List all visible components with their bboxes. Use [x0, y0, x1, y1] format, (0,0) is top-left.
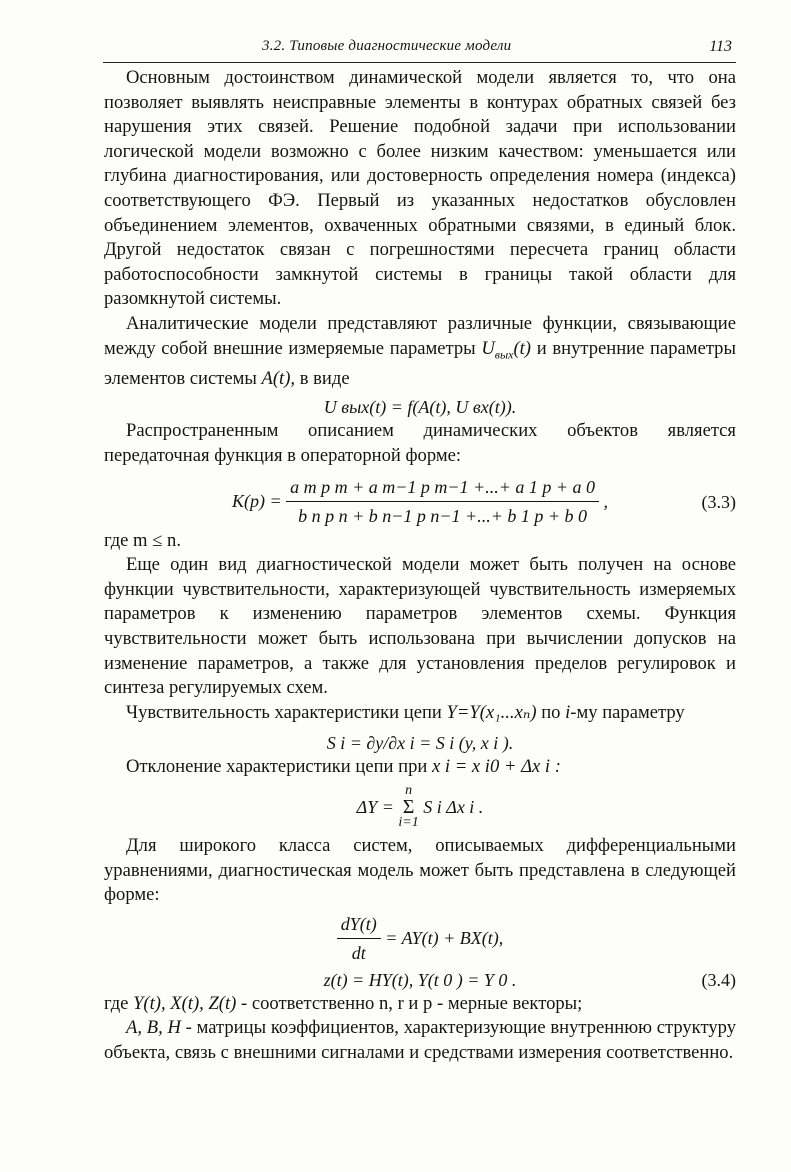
equation-3-3: K(p) = $\frac{\text{a m p m + a m−1 p m−1 +...+ a 1 p + a 0}}{\text{b n p n + b n−1 p n−1 +...+ b 1 p + b 0}}$ , (3.3) — [231, 476, 736, 526]
fraction-denominator: b n p n + b n−1 p n−1 +...+ b 1 p + b 0 — [298, 505, 587, 526]
text-span: -му параметру — [570, 701, 685, 723]
equation-lhs: ΔY = — [356, 796, 394, 817]
sigma-symbol: Σ — [402, 795, 415, 818]
paragraph-matrices — [104, 1016, 736, 1065]
sum-upper-limit: n — [405, 782, 413, 798]
fraction-numerator: a m p m + a m−1 p m−1 +...+ a 1 p + a 0 — [290, 476, 595, 497]
paragraph-transfer-function: Распространенным описанием динамических объектов является передаточная функция в операторной форме: — [104, 420, 736, 467]
paragraph-analytic-models — [104, 312, 736, 392]
text-span: по — [536, 701, 566, 723]
text-span: Чувствительность характеристики цепи — [126, 701, 447, 723]
equation-differential — [104, 912, 736, 964]
equation-output — [104, 395, 736, 419]
symbol-x: x i = x i0 + Δx i : — [432, 756, 561, 778]
paragraph-sensitivity: Еще один вид диагностической модели может быть получен на основе функции чувствительности, характеризующей чувствительность измеряемых параметров к изменению параметров элементов схемы. Функция чувствительности может быть использована при вычислении допусков на изменение параметров, а также для установления пределов регулировок и синтеза регулируемых схем. — [104, 554, 736, 699]
running-title: 3.2. Типовые диагностические модели — [262, 38, 512, 54]
paragraph-sensitivity-def — [104, 701, 736, 726]
text-span: и внутренние параметры элементов системы — [104, 337, 736, 389]
text-span: Аналитические модели представляют различные функции, связывающие между собой внешние измеряемые параметры — [104, 312, 736, 359]
page-number: 113 — [709, 38, 732, 55]
equation-3-4 — [104, 968, 736, 992]
fraction-denominator: dt — [351, 942, 366, 963]
paragraph-dynamic-model: Основным достоинством динамической модели является то, что она позволяет выявлять неисправные элементы в контурах обратных связей без нарушения этих связей. Решение подобной задачи при использовании логической модели возможно с более низким качеством: уменьшается или глубина диагностирования, или достоверность определения номера (индекса) соответствующего ФЭ. Первый из указанных недостатков обусловлен объединением элементов, охваченных обратными связями, в единый блок. Другой недостаток связан с погрешностями пересчета границ области работоспособности замкнутой системы в границы такой области для разомкнутой системы. — [104, 67, 736, 310]
text-span: где — [104, 992, 134, 1014]
paragraph-deviation — [104, 755, 736, 780]
text-span: Отклонение характеристики цепи при — [126, 756, 432, 778]
sum-lower-limit: i=1 — [398, 814, 419, 830]
equation-number: (3.4) — [701, 969, 736, 990]
symbol-matrices: A, B, H — [126, 1017, 181, 1039]
transfer-fraction — [286, 475, 599, 528]
paragraph-vectors — [104, 992, 736, 1017]
paragraph-differential: Для широкого класса систем, описываемых дифференциальными уравнениями, диагностическая модель может быть представлена в следующей форме: — [104, 834, 736, 906]
summation-sign — [398, 784, 418, 830]
equation-rhs: S i Δx i . — [423, 796, 484, 817]
text-span: в виде — [295, 367, 350, 389]
text-span: - соответственно n, r и p - мерные векторы; — [236, 992, 583, 1014]
page-body — [104, 66, 736, 1066]
equation-number: (3.3) — [701, 491, 736, 512]
equation-deviation-sum — [104, 784, 736, 834]
fraction-numerator: dY(t) — [340, 913, 377, 934]
symbol-i: i — [565, 701, 571, 723]
symbol-y: Y=Y(x₁...xₙ) — [446, 701, 537, 723]
equation-rhs: = AY(t) + BX(t), — [385, 928, 504, 949]
derivative-fraction — [337, 912, 381, 965]
equation-text: S i = ∂y/∂x i = S i (y, x i ). — [326, 733, 514, 754]
paragraph-condition: где m ≤ n. — [104, 529, 181, 551]
equation-lhs: K(p) = — [231, 491, 282, 512]
text-span: - матрицы коэффициентов, характеризующие внутреннюю структуру объекта, связь с внешними сигналами и средствами измерения соответственно. — [104, 1017, 736, 1063]
equation-text: z(t) = HY(t), Y(t 0 ) = Y 0 . — [323, 969, 517, 990]
symbol-u-out: $U_{вых}(t)$ — [481, 337, 532, 362]
symbol-vectors: Y(t), X(t), Z(t) — [133, 992, 237, 1014]
symbol-a: A(t), — [261, 367, 296, 389]
equation-text: U вых(t) = f(A(t), U вх(t)). — [323, 397, 517, 418]
page-header — [103, 36, 736, 63]
equation-sensitivity — [104, 731, 736, 755]
